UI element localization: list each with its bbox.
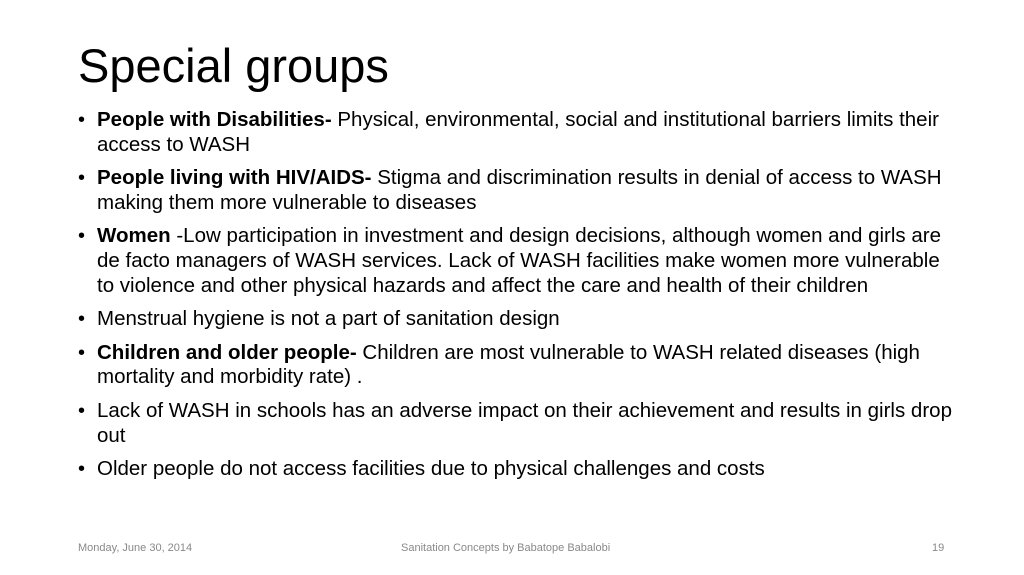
footer-date: Monday, June 30, 2014	[78, 542, 193, 554]
bullet-dot-icon: •	[78, 167, 86, 190]
bullet-text: Menstrual hygiene is not a part of sanitation design	[97, 307, 560, 331]
bullet-item-children-older-people	[78, 341, 958, 390]
bullet-text: Stigma and discrimination results in denial of access to WASH making them more vulnerable to diseases	[97, 166, 942, 214]
bullet-dot-icon: •	[78, 225, 86, 248]
bullet-dot-icon: •	[78, 308, 86, 331]
bullet-text: Older people do not access facilities due to physical challenges and costs	[97, 457, 765, 481]
bullet-text: Lack of WASH in schools has an adverse impact on their achievement and results in girls drop out	[97, 398, 952, 447]
bullet-lead: Children and older people-	[97, 340, 357, 364]
footer-page-number: 19	[932, 542, 945, 554]
bullet-item-schools	[78, 399, 958, 448]
bullet-item-women	[78, 224, 958, 298]
bullet-item-disabilities	[78, 108, 958, 157]
bullet-item-hiv-aids	[78, 166, 958, 215]
bullet-dot-icon: •	[78, 399, 86, 422]
footer-presentation-title: Sanitation Concepts by Babatope Babalobi	[401, 542, 611, 554]
bullet-text: -Low participation in investment and design decisions, although women and girls are de facto managers of WASH services. Lack of WASH facilities make women more vulnerable to violence and other physical hazards and affect the care and health of their children	[97, 224, 941, 297]
bullet-list	[78, 108, 958, 491]
bullet-item-menstrual-hygiene	[78, 307, 958, 332]
bullet-dot-icon: •	[78, 109, 86, 131]
bullet-text: Physical, environmental, social and institutional barriers limits their access to WASH	[97, 108, 939, 156]
bullet-lead: People living with HIV/AIDS-	[97, 166, 372, 190]
bullet-dot-icon: •	[78, 341, 86, 364]
bullet-dot-icon: •	[78, 458, 86, 481]
bullet-lead: Women	[97, 224, 171, 248]
bullet-item-older-people-access	[78, 457, 958, 482]
slide-title: Special groups	[78, 39, 389, 92]
bullet-lead: People with Disabilities-	[97, 108, 332, 131]
bullet-text: Children are most vulnerable to WASH related diseases (high mortality and morbidity rate) .	[97, 340, 920, 389]
